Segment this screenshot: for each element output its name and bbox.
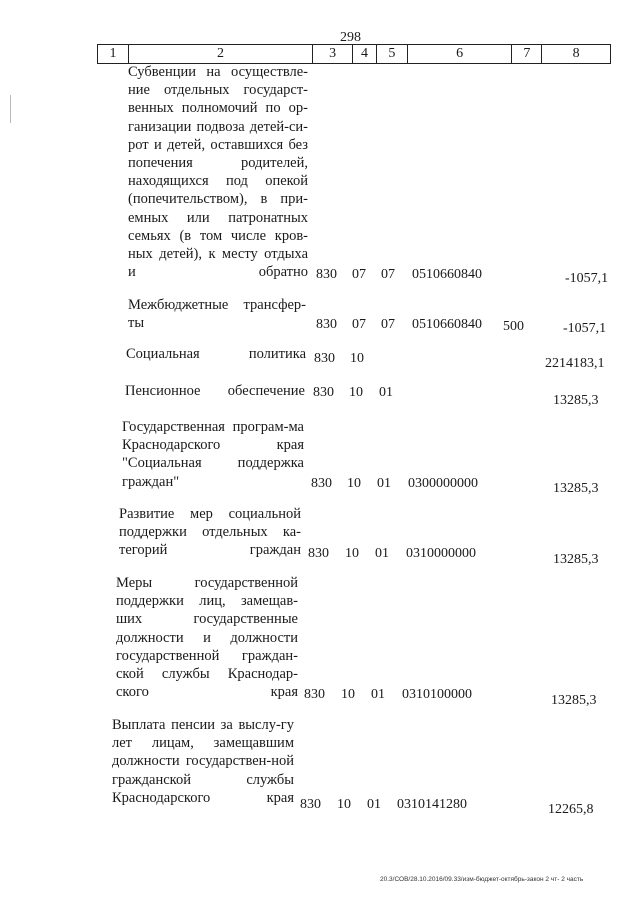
footer-file-note: 20.3/СОВ/28.10.2016/09.33/изм-бюджет-октябрь-закон 2 чт- 2 часть	[380, 876, 584, 883]
row-6-col-8: 13285,3	[553, 552, 599, 567]
row-5-col-3: 830	[311, 476, 332, 491]
row-3-description: Социальная политика	[126, 346, 306, 362]
row-6-col-5: 01	[375, 546, 389, 561]
row-1-col-6: 0510660840	[412, 267, 482, 282]
row-1-col-4: 07	[352, 267, 366, 282]
row-4-col-4: 10	[349, 385, 363, 400]
row-2-description: Межбюджетные трансфер-ты	[128, 297, 306, 332]
row-7-col-8: 13285,3	[551, 693, 597, 708]
header-col-2: 2	[129, 45, 313, 63]
row-1-col-8: -1057,1	[565, 271, 609, 286]
row-5-col-4: 10	[347, 476, 361, 491]
header-col-1: 1	[98, 45, 129, 63]
row-6-description: Развитие мер социальной поддержки отдельных ка-тегорий граждан	[119, 506, 301, 559]
header-col-5: 5	[377, 45, 408, 63]
row-2-col-8: -1057,1	[563, 321, 607, 336]
row-7-description: Меры государственной поддержки лиц, замещав-ших государственные должности и должности государственной граждан-ской службы Краснодар-ского края	[116, 575, 298, 701]
row-6-col-6: 0310000000	[406, 546, 476, 561]
row-7-col-6: 0310100000	[402, 687, 472, 702]
row-1-description: Субвенции на осуществле-ние отдельных государст-венных полномочий по ор-ганизации подвоза детей-си-рот и детей, оставшихся без попечения родителей, находящихся под опекой (попечительством), в при-емных или патронатных семьях (в том числе кров-ных детей), к месту отдыха и обратно	[128, 64, 308, 281]
row-6-col-4: 10	[345, 546, 359, 561]
row-4-col-8: 13285,3	[553, 393, 599, 408]
row-8-col-5: 01	[367, 797, 381, 812]
row-2-col-4: 07	[352, 317, 366, 332]
row-5-description: Государственная програм-ма Краснодарского края "Социальная поддержка граждан"	[122, 419, 304, 490]
row-2-col-6: 0510660840	[412, 317, 482, 332]
header-col-6: 6	[408, 45, 513, 63]
row-8-col-8: 12265,8	[548, 802, 594, 817]
row-5-col-6: 0300000000	[408, 476, 478, 491]
margin-mark	[10, 95, 11, 123]
header-col-4: 4	[353, 45, 377, 63]
row-6-col-3: 830	[308, 546, 329, 561]
table-header	[97, 44, 611, 64]
row-7-col-4: 10	[341, 687, 355, 702]
row-1-col-3: 830	[316, 267, 337, 282]
header-col-3: 3	[313, 45, 353, 63]
row-8-description: Выплата пенсии за выслу-гу лет лицам, замещавшим должности государствен-ной гражданской службы Краснодарского края	[112, 717, 294, 806]
row-8-col-6: 0310141280	[397, 797, 467, 812]
header-col-7: 7	[512, 45, 542, 63]
row-2-col-3: 830	[316, 317, 337, 332]
row-2-col-7: 500	[503, 319, 524, 334]
row-4-description: Пенсионное обеспечение	[125, 383, 305, 399]
row-3-col-8: 2214183,1	[545, 356, 605, 371]
row-1-col-5: 07	[381, 267, 395, 282]
header-col-8: 8	[572, 46, 580, 61]
row-2-col-5: 07	[381, 317, 395, 332]
row-8-col-3: 830	[300, 797, 321, 812]
row-7-col-5: 01	[371, 687, 385, 702]
row-4-col-3: 830	[313, 385, 334, 400]
row-3-col-4: 10	[350, 351, 364, 366]
row-5-col-8: 13285,3	[553, 481, 599, 496]
row-7-col-3: 830	[304, 687, 325, 702]
page-number: 298	[340, 30, 361, 45]
row-4-col-5: 01	[379, 385, 393, 400]
row-5-col-5: 01	[377, 476, 391, 491]
row-3-col-3: 830	[314, 351, 335, 366]
row-8-col-4: 10	[337, 797, 351, 812]
